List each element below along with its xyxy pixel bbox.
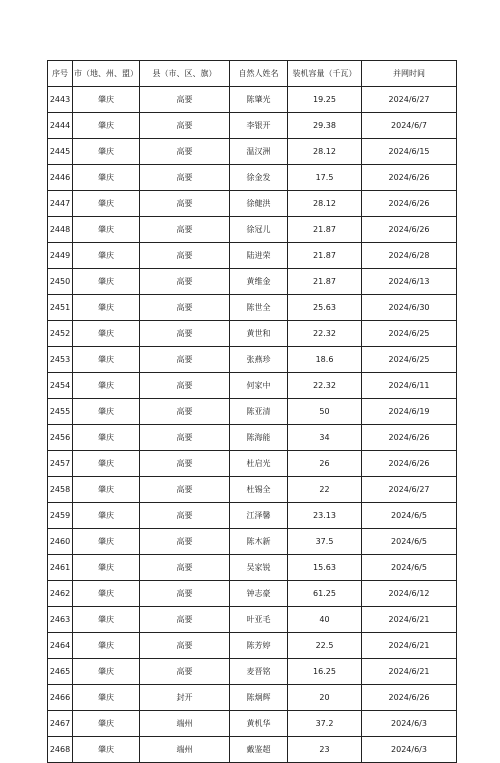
cell-county: 高要 [140,165,230,191]
header-person-name: 自然人姓名 [230,61,288,87]
cell-county: 高要 [140,529,230,555]
cell-capacity: 37.2 [288,711,362,737]
cell-serial: 2465 [48,659,73,685]
cell-capacity: 22 [288,477,362,503]
cell-county: 高要 [140,477,230,503]
cell-serial: 2444 [48,113,73,139]
cell-grid-date: 2024/6/13 [362,269,457,295]
cell-capacity: 21.87 [288,243,362,269]
cell-county: 高要 [140,373,230,399]
cell-capacity: 18.6 [288,347,362,373]
cell-capacity: 16.25 [288,659,362,685]
cell-serial: 2448 [48,217,73,243]
cell-person-name: 温汉洲 [230,139,288,165]
cell-county: 端州 [140,737,230,763]
header-city: 市（地、州、盟） [73,61,140,87]
cell-grid-date: 2024/6/27 [362,477,457,503]
cell-grid-date: 2024/6/30 [362,295,457,321]
cell-grid-date: 2024/6/27 [362,87,457,113]
cell-serial: 2456 [48,425,73,451]
cell-person-name: 徐健洪 [230,191,288,217]
cell-capacity: 50 [288,399,362,425]
cell-grid-date: 2024/6/26 [362,451,457,477]
cell-serial: 2445 [48,139,73,165]
cell-county: 高要 [140,503,230,529]
cell-capacity: 17.5 [288,165,362,191]
cell-capacity: 22.5 [288,633,362,659]
cell-city: 肇庆 [73,139,140,165]
cell-county: 高要 [140,139,230,165]
cell-person-name: 陈海能 [230,425,288,451]
cell-city: 肇庆 [73,269,140,295]
table-row [48,477,457,503]
cell-county: 高要 [140,113,230,139]
cell-city: 肇庆 [73,503,140,529]
cell-grid-date: 2024/6/5 [362,529,457,555]
cell-grid-date: 2024/6/21 [362,607,457,633]
cell-city: 肇庆 [73,321,140,347]
cell-grid-date: 2024/6/21 [362,633,457,659]
cell-city: 肇庆 [73,113,140,139]
cell-serial: 2453 [48,347,73,373]
cell-county: 高要 [140,217,230,243]
cell-person-name: 戴鉴超 [230,737,288,763]
table-row [48,139,457,165]
cell-county: 高要 [140,399,230,425]
cell-person-name: 陈木新 [230,529,288,555]
cell-person-name: 黄机华 [230,711,288,737]
cell-person-name: 徐金发 [230,165,288,191]
cell-grid-date: 2024/6/28 [362,243,457,269]
cell-grid-date: 2024/6/3 [362,737,457,763]
cell-serial: 2449 [48,243,73,269]
cell-serial: 2462 [48,581,73,607]
cell-county: 端州 [140,711,230,737]
table-row [48,581,457,607]
cell-grid-date: 2024/6/7 [362,113,457,139]
cell-city: 肇庆 [73,165,140,191]
cell-county: 高要 [140,243,230,269]
cell-serial: 2447 [48,191,73,217]
table-row [48,191,457,217]
cell-city: 肇庆 [73,659,140,685]
table-row [48,503,457,529]
cell-grid-date: 2024/6/25 [362,321,457,347]
cell-capacity: 25.63 [288,295,362,321]
cell-capacity: 28.12 [288,139,362,165]
cell-person-name: 钟志豪 [230,581,288,607]
cell-serial: 2451 [48,295,73,321]
cell-city: 肇庆 [73,347,140,373]
cell-county: 封开 [140,685,230,711]
cell-capacity: 37.5 [288,529,362,555]
cell-county: 高要 [140,269,230,295]
cell-person-name: 黄世和 [230,321,288,347]
table-row [48,659,457,685]
table-row [48,269,457,295]
cell-person-name: 杜锡全 [230,477,288,503]
cell-serial: 2450 [48,269,73,295]
cell-capacity: 20 [288,685,362,711]
cell-serial: 2463 [48,607,73,633]
cell-capacity: 26 [288,451,362,477]
cell-serial: 2467 [48,711,73,737]
cell-county: 高要 [140,659,230,685]
cell-capacity: 21.87 [288,269,362,295]
cell-capacity: 40 [288,607,362,633]
cell-capacity: 61.25 [288,581,362,607]
cell-capacity: 23 [288,737,362,763]
table-row [48,607,457,633]
cell-county: 高要 [140,87,230,113]
cell-person-name: 徐冠儿 [230,217,288,243]
cell-serial: 2458 [48,477,73,503]
header-grid-date: 并网时间 [362,61,457,87]
cell-county: 高要 [140,321,230,347]
cell-person-name: 杜启光 [230,451,288,477]
cell-person-name: 江泽馨 [230,503,288,529]
cell-grid-date: 2024/6/12 [362,581,457,607]
cell-grid-date: 2024/6/5 [362,555,457,581]
cell-grid-date: 2024/6/5 [362,503,457,529]
cell-county: 高要 [140,347,230,373]
cell-capacity: 19.25 [288,87,362,113]
table-row [48,737,457,763]
cell-city: 肇庆 [73,685,140,711]
cell-serial: 2452 [48,321,73,347]
cell-capacity: 29.38 [288,113,362,139]
cell-serial: 2446 [48,165,73,191]
cell-city: 肇庆 [73,633,140,659]
pv-install-table [47,60,457,763]
header-capacity: 装机容量（千瓦） [288,61,362,87]
cell-grid-date: 2024/6/11 [362,373,457,399]
cell-person-name: 麦晋铭 [230,659,288,685]
cell-grid-date: 2024/6/26 [362,191,457,217]
cell-city: 肇庆 [73,295,140,321]
cell-capacity: 22.32 [288,373,362,399]
cell-person-name: 何家中 [230,373,288,399]
cell-serial: 2460 [48,529,73,555]
cell-grid-date: 2024/6/15 [362,139,457,165]
cell-capacity: 21.87 [288,217,362,243]
header-county: 县（市、区、旗） [140,61,230,87]
cell-person-name: 张燕珍 [230,347,288,373]
cell-city: 肇庆 [73,399,140,425]
cell-grid-date: 2024/6/25 [362,347,457,373]
table-row [48,451,457,477]
cell-city: 肇庆 [73,529,140,555]
cell-serial: 2443 [48,87,73,113]
cell-person-name: 陈芳婷 [230,633,288,659]
cell-serial: 2454 [48,373,73,399]
cell-county: 高要 [140,451,230,477]
cell-county: 高要 [140,295,230,321]
cell-city: 肇庆 [73,607,140,633]
cell-serial: 2461 [48,555,73,581]
table-row [48,243,457,269]
table-row [48,295,457,321]
cell-city: 肇庆 [73,373,140,399]
cell-capacity: 28.12 [288,191,362,217]
table-row [48,217,457,243]
table-row [48,555,457,581]
cell-capacity: 34 [288,425,362,451]
cell-county: 高要 [140,581,230,607]
cell-county: 高要 [140,425,230,451]
cell-person-name: 李银开 [230,113,288,139]
cell-county: 高要 [140,633,230,659]
cell-person-name: 陈肇光 [230,87,288,113]
cell-city: 肇庆 [73,737,140,763]
table-row [48,113,457,139]
table-header-row [48,61,457,87]
table-row [48,711,457,737]
cell-person-name: 黄维金 [230,269,288,295]
cell-person-name: 陆进荣 [230,243,288,269]
header-serial: 序号 [48,61,73,87]
cell-serial: 2459 [48,503,73,529]
cell-person-name: 陈炯辉 [230,685,288,711]
cell-city: 肇庆 [73,191,140,217]
table-row [48,347,457,373]
table-row [48,633,457,659]
cell-serial: 2455 [48,399,73,425]
table-row [48,321,457,347]
cell-city: 肇庆 [73,243,140,269]
cell-person-name: 陈亚清 [230,399,288,425]
cell-serial: 2466 [48,685,73,711]
cell-city: 肇庆 [73,451,140,477]
cell-city: 肇庆 [73,711,140,737]
cell-city: 肇庆 [73,555,140,581]
table-row [48,425,457,451]
cell-serial: 2468 [48,737,73,763]
table-row [48,529,457,555]
cell-city: 肇庆 [73,425,140,451]
cell-grid-date: 2024/6/26 [362,217,457,243]
cell-person-name: 叶亚毛 [230,607,288,633]
cell-person-name: 陈世全 [230,295,288,321]
table-row [48,165,457,191]
cell-capacity: 15.63 [288,555,362,581]
cell-city: 肇庆 [73,87,140,113]
cell-grid-date: 2024/6/26 [362,425,457,451]
cell-person-name: 吴家锐 [230,555,288,581]
cell-grid-date: 2024/6/26 [362,685,457,711]
cell-grid-date: 2024/6/3 [362,711,457,737]
table-row [48,87,457,113]
cell-county: 高要 [140,191,230,217]
table-body [48,87,457,763]
cell-county: 高要 [140,555,230,581]
cell-serial: 2464 [48,633,73,659]
cell-county: 高要 [140,607,230,633]
cell-city: 肇庆 [73,477,140,503]
cell-capacity: 22.32 [288,321,362,347]
cell-grid-date: 2024/6/26 [362,165,457,191]
table-row [48,373,457,399]
table-row [48,399,457,425]
cell-city: 肇庆 [73,581,140,607]
cell-city: 肇庆 [73,217,140,243]
cell-serial: 2457 [48,451,73,477]
cell-grid-date: 2024/6/19 [362,399,457,425]
cell-grid-date: 2024/6/21 [362,659,457,685]
cell-capacity: 23.13 [288,503,362,529]
